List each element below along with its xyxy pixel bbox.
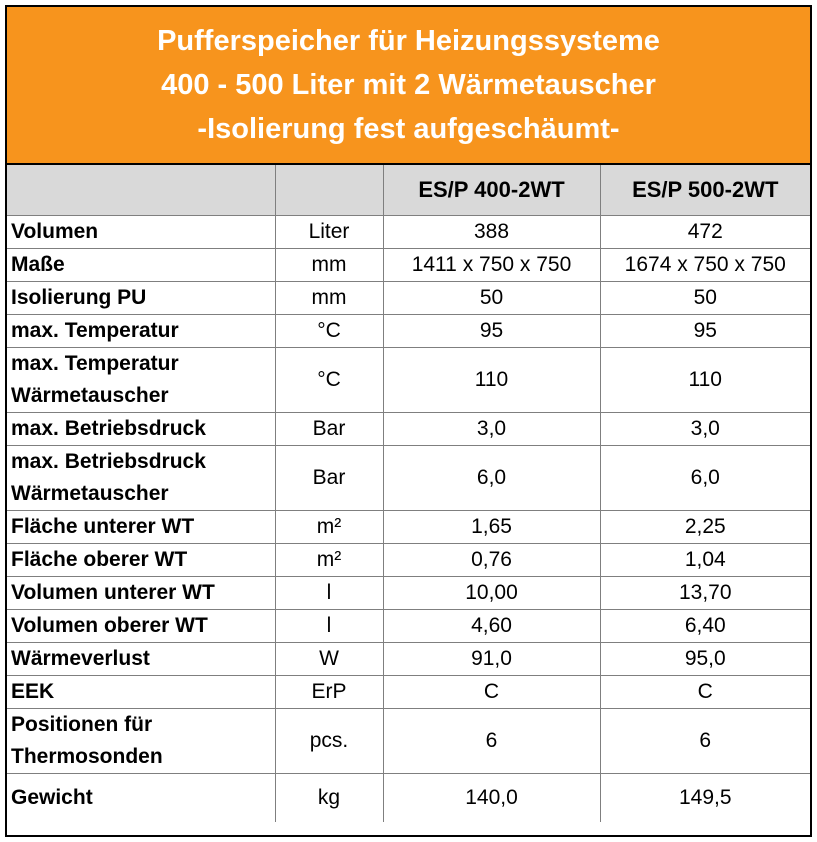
table-row xyxy=(7,216,810,249)
row-value-500: 95,0 xyxy=(600,643,810,676)
row-value-500: C xyxy=(600,676,810,709)
row-value-500: 13,70 xyxy=(600,577,810,610)
row-unit: °C xyxy=(275,315,383,348)
row-label-line-1: Positionen für xyxy=(11,713,153,736)
row-value-500: 1674 x 750 x 750 xyxy=(600,249,810,282)
row-value-400: C xyxy=(383,676,600,709)
row-label: EEK xyxy=(7,676,275,709)
table-row xyxy=(7,446,810,511)
row-value-500: 95 xyxy=(600,315,810,348)
row-value-500: 110 xyxy=(600,348,810,413)
table-row xyxy=(7,709,810,774)
row-label-line-2: Thermosonden xyxy=(11,745,163,768)
row-unit: mm xyxy=(275,249,383,282)
row-unit: pcs. xyxy=(275,709,383,774)
row-value-400: 4,60 xyxy=(383,610,600,643)
row-unit: ErP xyxy=(275,676,383,709)
row-label: Maße xyxy=(7,249,275,282)
row-label-line-1: max. Temperatur xyxy=(11,352,179,375)
row-label: Volumen unterer WT xyxy=(7,577,275,610)
row-unit: m² xyxy=(275,544,383,577)
row-value-500: 1,04 xyxy=(600,544,810,577)
table-row xyxy=(7,577,810,610)
row-value-400: 0,76 xyxy=(383,544,600,577)
row-label: max. Betriebsdruck xyxy=(7,413,275,446)
row-label: Volumen oberer WT xyxy=(7,610,275,643)
row-label: Fläche unterer WT xyxy=(7,511,275,544)
row-value-400: 3,0 xyxy=(383,413,600,446)
table-row xyxy=(7,511,810,544)
row-value-400: 1411 x 750 x 750 xyxy=(383,249,600,282)
row-unit: Bar xyxy=(275,446,383,511)
row-label: Volumen xyxy=(7,216,275,249)
row-unit: l xyxy=(275,577,383,610)
row-unit: W xyxy=(275,643,383,676)
row-value-400: 388 xyxy=(383,216,600,249)
row-value-500: 6,0 xyxy=(600,446,810,511)
row-value-400: 140,0 xyxy=(383,774,600,823)
row-value-400: 110 xyxy=(383,348,600,413)
row-unit: kg xyxy=(275,774,383,823)
table-row xyxy=(7,282,810,315)
row-label-line-2: Wärmetauscher xyxy=(11,482,169,505)
row-unit: mm xyxy=(275,282,383,315)
row-value-400: 91,0 xyxy=(383,643,600,676)
title-line-2: 400 - 500 Liter mit 2 Wärmetauscher xyxy=(161,69,656,101)
table-row xyxy=(7,676,810,709)
row-unit: m² xyxy=(275,511,383,544)
title-line-3: -Isolierung fest aufgeschäumt- xyxy=(197,113,620,145)
table-row xyxy=(7,774,810,823)
row-label xyxy=(7,446,275,511)
row-value-400: 6 xyxy=(383,709,600,774)
row-value-500: 472 xyxy=(600,216,810,249)
title-line-1: Pufferspeicher für Heizungssysteme xyxy=(157,25,660,57)
row-unit: l xyxy=(275,610,383,643)
table-row xyxy=(7,610,810,643)
row-value-500: 50 xyxy=(600,282,810,315)
row-label-line-1: max. Betriebsdruck xyxy=(11,450,206,473)
row-label xyxy=(7,709,275,774)
row-label xyxy=(7,348,275,413)
row-value-500: 6,40 xyxy=(600,610,810,643)
row-value-500: 6 xyxy=(600,709,810,774)
table-row xyxy=(7,544,810,577)
row-label: Gewicht xyxy=(7,774,275,823)
column-header-model-500: ES/P 500-2WT xyxy=(600,165,810,216)
row-value-500: 149,5 xyxy=(600,774,810,823)
row-value-400: 6,0 xyxy=(383,446,600,511)
row-label: Wärmeverlust xyxy=(7,643,275,676)
row-label: Isolierung PU xyxy=(7,282,275,315)
spec-table xyxy=(7,165,810,822)
row-value-400: 95 xyxy=(383,315,600,348)
row-value-400: 50 xyxy=(383,282,600,315)
row-unit: °C xyxy=(275,348,383,413)
table-row xyxy=(7,413,810,446)
row-unit: Liter xyxy=(275,216,383,249)
table-row xyxy=(7,643,810,676)
row-label-line-2: Wärmetauscher xyxy=(11,384,169,407)
column-header-unit xyxy=(275,165,383,216)
column-header-property xyxy=(7,165,275,216)
title-banner xyxy=(7,7,810,165)
table-row xyxy=(7,249,810,282)
spec-sheet xyxy=(5,5,812,837)
table-row xyxy=(7,315,810,348)
row-value-500: 3,0 xyxy=(600,413,810,446)
row-value-500: 2,25 xyxy=(600,511,810,544)
row-unit: Bar xyxy=(275,413,383,446)
table-header-row xyxy=(7,165,810,216)
row-label: Fläche oberer WT xyxy=(7,544,275,577)
column-header-model-400: ES/P 400-2WT xyxy=(383,165,600,216)
table-row xyxy=(7,348,810,413)
row-label: max. Temperatur xyxy=(7,315,275,348)
row-value-400: 10,00 xyxy=(383,577,600,610)
row-value-400: 1,65 xyxy=(383,511,600,544)
